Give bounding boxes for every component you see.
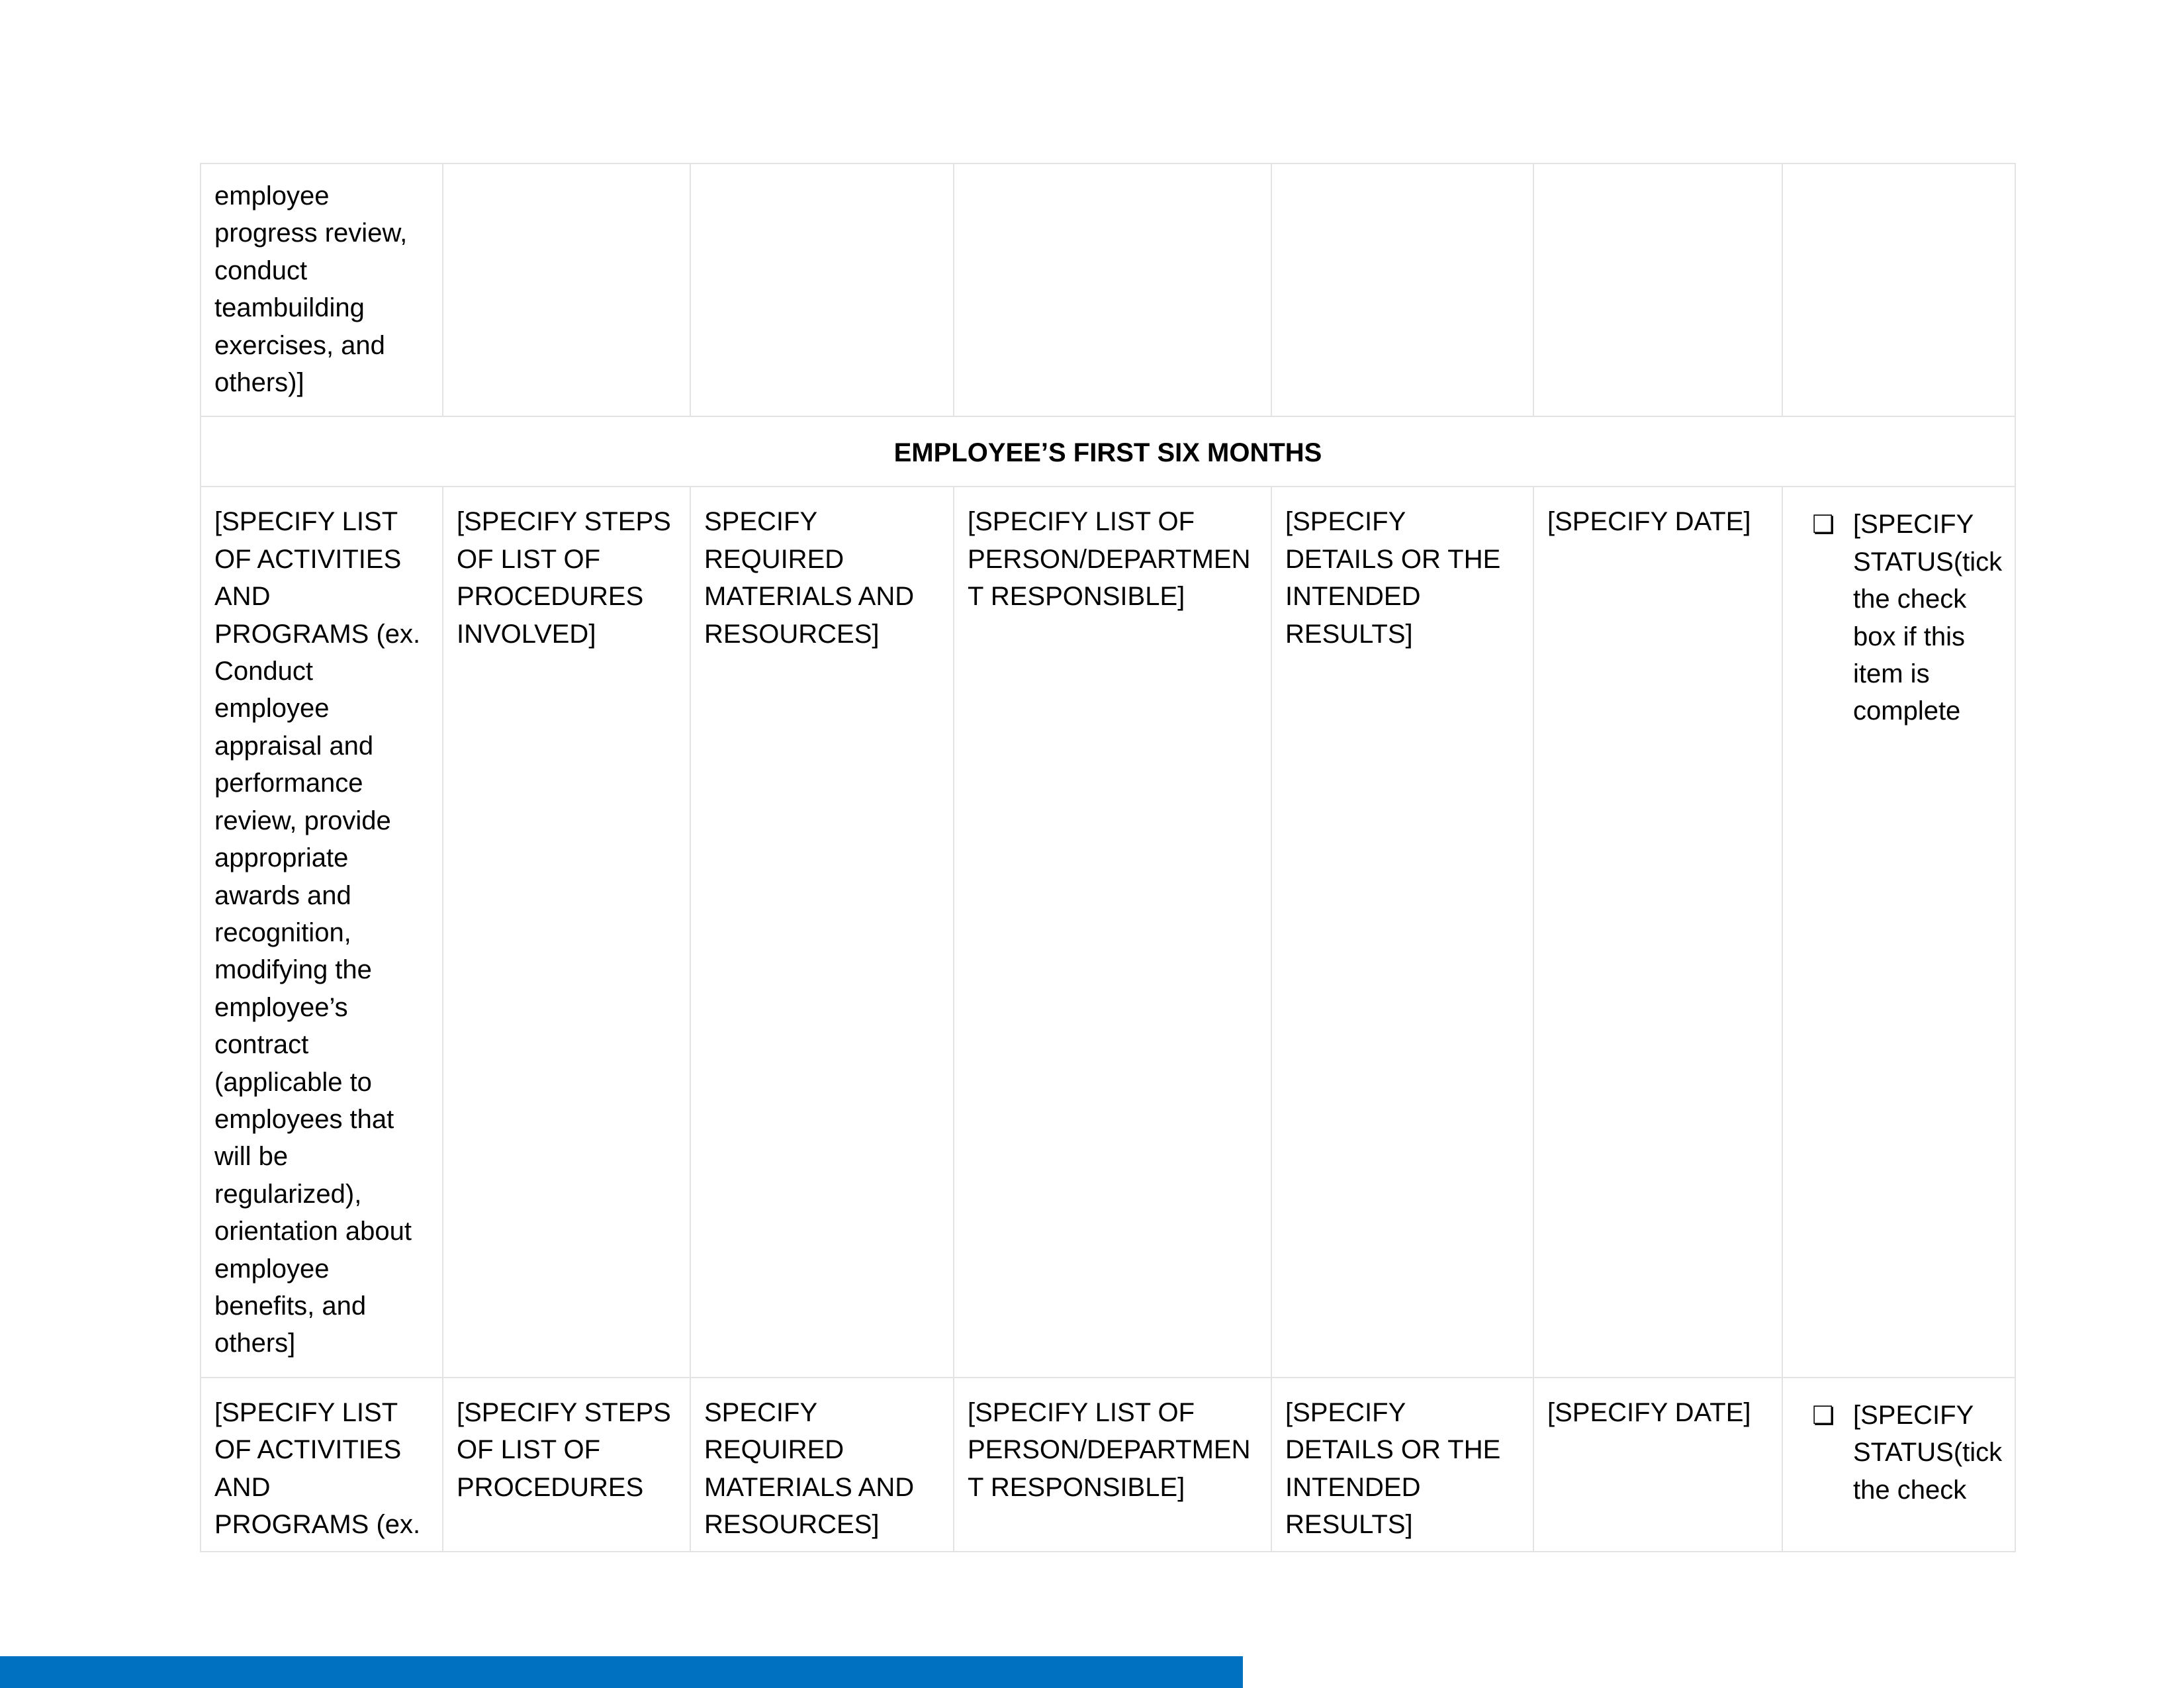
steps-cell [443,164,690,416]
responsible-cell: [SPECIFY LIST OF PERSON/DEPARTMENT RESPONSIBLE] [954,487,1271,1377]
section-header: EMPLOYEE’S FIRST SIX MONTHS [201,416,2015,487]
table-row [201,164,2015,416]
steps-cell: [SPECIFY STEPS OF LIST OF PROCEDURES INVOLVED] [443,487,690,1377]
details-cell: [SPECIFY DETAILS OR THE INTENDED RESULTS] [1271,487,1533,1377]
table-row [201,487,2015,1377]
section-header-row [201,416,2015,487]
status-text: [SPECIFY STATUS(tick the check box if this item is complete [1853,510,2003,726]
checkbox-icon[interactable]: ❏ [1812,510,1835,539]
status-text: [SPECIFY STATUS(tick the check [1853,1400,2003,1505]
date-cell [1533,164,1782,416]
status-item [1796,1394,2003,1509]
responsible-cell: [SPECIFY LIST OF PERSON/DEPARTMENT RESPONSIBLE] [954,1378,1271,1552]
checkbox-icon[interactable]: ❏ [1812,1400,1835,1430]
status-item [1796,503,2003,729]
date-cell: [SPECIFY DATE] [1533,487,1782,1377]
activities-cell: [SPECIFY LIST OF ACTIVITIES AND PROGRAMS (ex. [201,1378,443,1552]
onboarding-plan-table [200,163,2016,1552]
materials-cell: SPECIFY REQUIRED MATERIALS AND RESOURCES] [690,1378,954,1552]
responsible-cell [954,164,1271,416]
details-cell [1271,164,1533,416]
steps-cell: [SPECIFY STEPS OF LIST OF PROCEDURES [443,1378,690,1552]
status-cell [1782,487,2015,1377]
materials-cell: SPECIFY REQUIRED MATERIALS AND RESOURCES] [690,487,954,1377]
materials-cell [690,164,954,416]
footer-accent-bar [0,1656,1243,1688]
status-cell [1782,164,2015,416]
activities-cell: employee progress review, conduct teambuilding exercises, and others)] [201,164,443,416]
status-cell [1782,1378,2015,1552]
activities-cell: [SPECIFY LIST OF ACTIVITIES AND PROGRAMS (ex. Conduct employee appraisal and performance review, provide appropriate awards and recognition, modifying the employee’s contract (applicable to employees that will be regularized), orientation about employee benefits, and others] [201,487,443,1377]
table-row [201,1378,2015,1552]
date-cell: [SPECIFY DATE] [1533,1378,1782,1552]
details-cell: [SPECIFY DETAILS OR THE INTENDED RESULTS] [1271,1378,1533,1552]
